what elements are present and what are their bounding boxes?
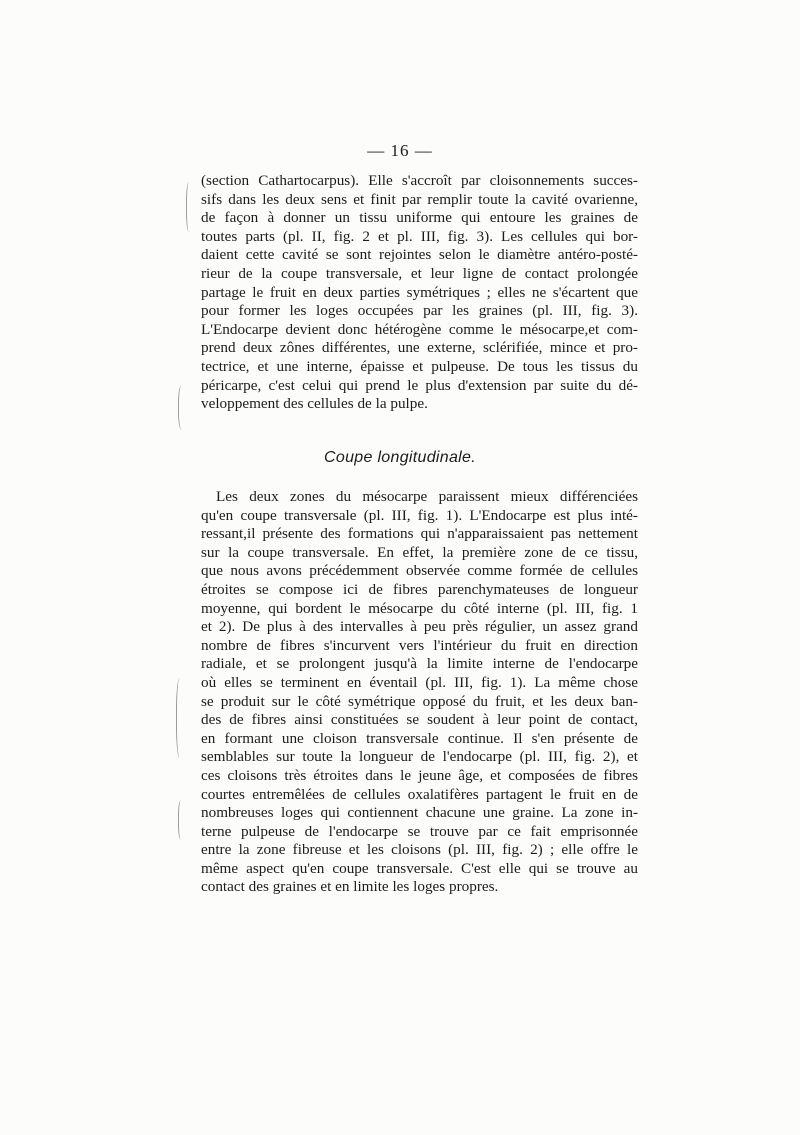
margin-pencil-mark [176, 678, 185, 758]
page-number: — 16 — [367, 141, 433, 160]
margin-pencil-mark [178, 385, 187, 430]
text-line: et 2). De plus à des intervalles à peu près régulier, un assez grand [201, 618, 638, 636]
margin-pencil-mark [186, 182, 193, 232]
text-line: même aspect qu'en coupe transversale. C'est elle qui se trouve au [201, 859, 638, 877]
text-line: prend deux zônes différentes, une externe, sclérifiée, mince et pro- [201, 339, 638, 357]
section-heading: Coupe longitudinale. [324, 449, 476, 466]
text-line: nombreuses loges qui contiennent chacune une graine. La zone in- [201, 804, 638, 822]
text-line: radiale, et se prolongent jusqu'à la limite interne de l'endocarpe [201, 655, 638, 673]
text-line: ressant,il présente des formations qui n'apparaissaient pas nettement [201, 525, 638, 543]
text-line: daient cette cavité se sont rejointes selon le diamètre antéro-posté- [201, 246, 638, 264]
text-line: partage le fruit en deux parties symétriques ; elles ne s'écartent que [201, 283, 638, 301]
text-line: des de fibres ainsi constituées se soudent à leur point de contact, [201, 711, 638, 729]
text-line: sur la coupe transversale. En effet, la première zone de ce tissu, [201, 543, 638, 561]
text-line: moyenne, qui bordent le mésocarpe du côté interne (pl. III, fig. 1 [201, 599, 638, 617]
text-line: sifs dans les deux sens et finit par remplir toute la cavité ovarienne, [201, 190, 638, 208]
text-line: en formant une cloison transversale continue. Il s'en présente de [201, 729, 638, 747]
text-line: (section Cathartocarpus). Elle s'accroît par cloisonnements succes- [201, 172, 638, 189]
paragraph-coupe-longitudinale [201, 488, 638, 897]
text-line: rieur de la coupe transversale, et leur ligne de contact prolongée [201, 264, 638, 282]
text-line: se produit sur le côté symétrique opposé du fruit, et les deux ban- [201, 692, 638, 710]
text-line: qu'en coupe transversale (pl. III, fig. 1). L'Endocarpe est plus inté- [201, 506, 638, 524]
text-line: terne pulpeuse de l'endocarpe se trouve par ce fait emprisonnée [201, 822, 638, 840]
text-line: pour former les loges occupées par les graines (pl. III, fig. 3). [201, 302, 638, 320]
text-line: courtes entremêlées de cellules oxalatifères partagent le fruit en de [201, 785, 638, 803]
text-line: veloppement des cellules de la pulpe. [201, 395, 428, 413]
text-line: ces cloisons très étroites dans le jeune âge, et composées de fibres [201, 766, 638, 784]
text-line: étroites se compose ici de fibres parenchymateuses de longueur [201, 580, 638, 598]
text-line: où elles se terminent en éventail (pl. III, fig. 1). La même chose [201, 673, 638, 691]
text-line: que nous avons précédemment observée comme formée de cellules [201, 562, 638, 580]
text-line: entre la zone fibreuse et les cloisons (pl. III, fig. 2) ; elle offre le [201, 841, 638, 859]
text-line: nombre de fibres s'incurvent vers l'intérieur du fruit en direction [201, 636, 638, 654]
text-line: de façon à donner un tissu uniforme qui entoure les graines de [201, 209, 638, 227]
text-line: tectrice, et une interne, épaisse et pulpeuse. De tous les tissus du [201, 357, 638, 375]
text-line: contact des graines et en limite les loges propres. [201, 878, 499, 896]
text-line: péricarpe, c'est celui qui prend le plus d'extension par suite du dé- [201, 376, 638, 394]
text-line: L'Endocarpe devient donc hétérogène comme le mésocarpe,et com- [201, 320, 638, 338]
paragraph-section-cathartocarpus [201, 172, 638, 414]
text-line: toutes parts (pl. II, fig. 2 et pl. III, fig. 3). Les cellules qui bor- [201, 227, 638, 245]
margin-pencil-mark [178, 800, 185, 840]
text-line: Les deux zones du mésocarpe paraissent mieux différenciées [216, 488, 638, 505]
text-line: semblables sur toute la longueur de l'endocarpe (pl. III, fig. 2), et [201, 748, 638, 766]
